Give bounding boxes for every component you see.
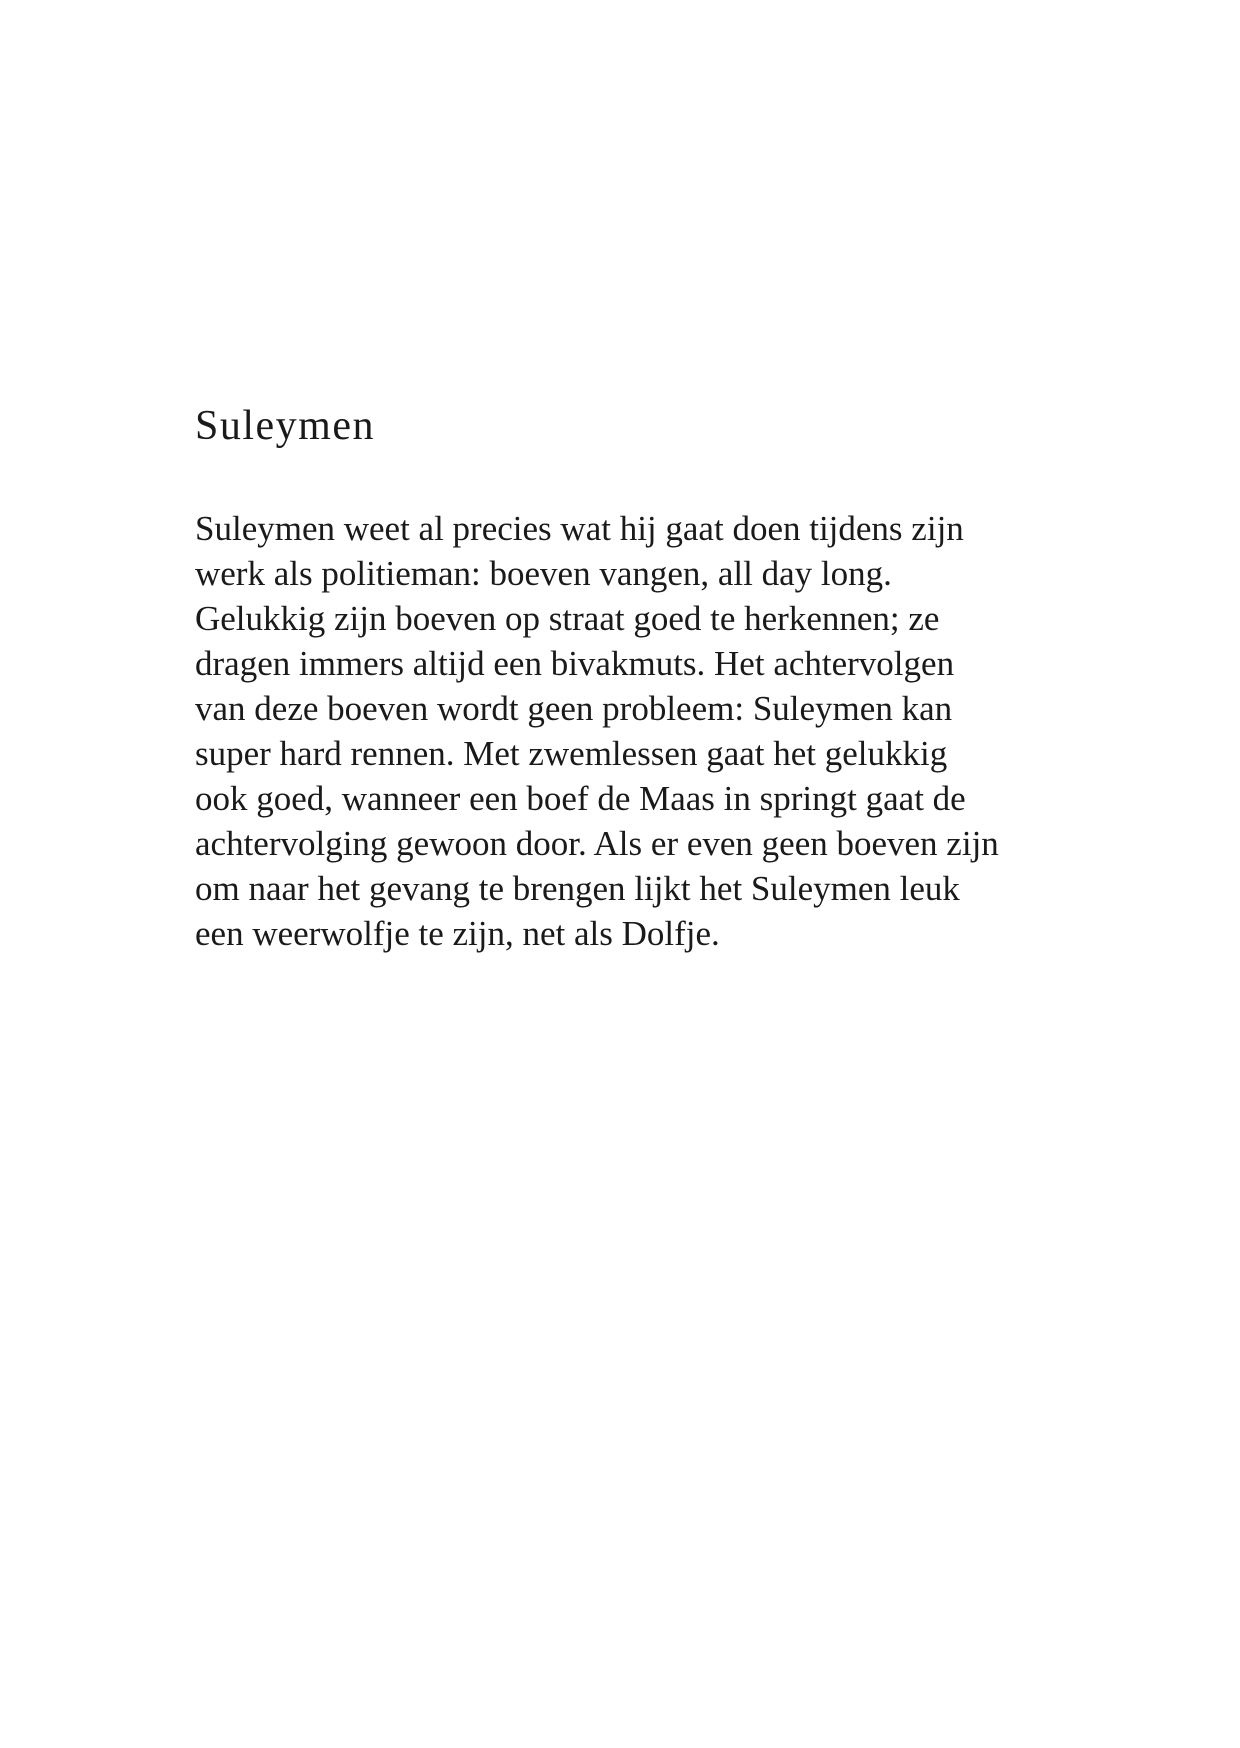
paragraph-line: van deze boeven wordt geen probleem: Suleymen kan bbox=[195, 689, 953, 728]
paragraph-line: achtervolging gewoon door. Als er even geen boeven zijn bbox=[195, 824, 999, 863]
paragraph-line: werk als politieman: boeven vangen, all day long. bbox=[195, 554, 892, 593]
paragraph-line: dragen immers altijd een bivakmuts. Het achtervolgen bbox=[195, 644, 955, 683]
paragraph-line: ook goed, wanneer een boef de Maas in springt gaat de bbox=[195, 779, 966, 818]
paragraph-line: Suleymen weet al precies wat hij gaat doen tijdens zijn bbox=[195, 509, 964, 548]
paragraph-line: super hard rennen. Met zwemlessen gaat het gelukkig bbox=[195, 734, 948, 773]
paragraph-line: Gelukkig zijn boeven op straat goed te herkennen; ze bbox=[195, 599, 940, 638]
paragraph-line: een weerwolfje te zijn, net als Dolfje. bbox=[195, 914, 720, 953]
body-paragraph bbox=[195, 506, 1075, 956]
paragraph-line: om naar het gevang te brengen lijkt het Suleymen leuk bbox=[195, 869, 960, 908]
page-title: Suleymen bbox=[195, 403, 375, 449]
